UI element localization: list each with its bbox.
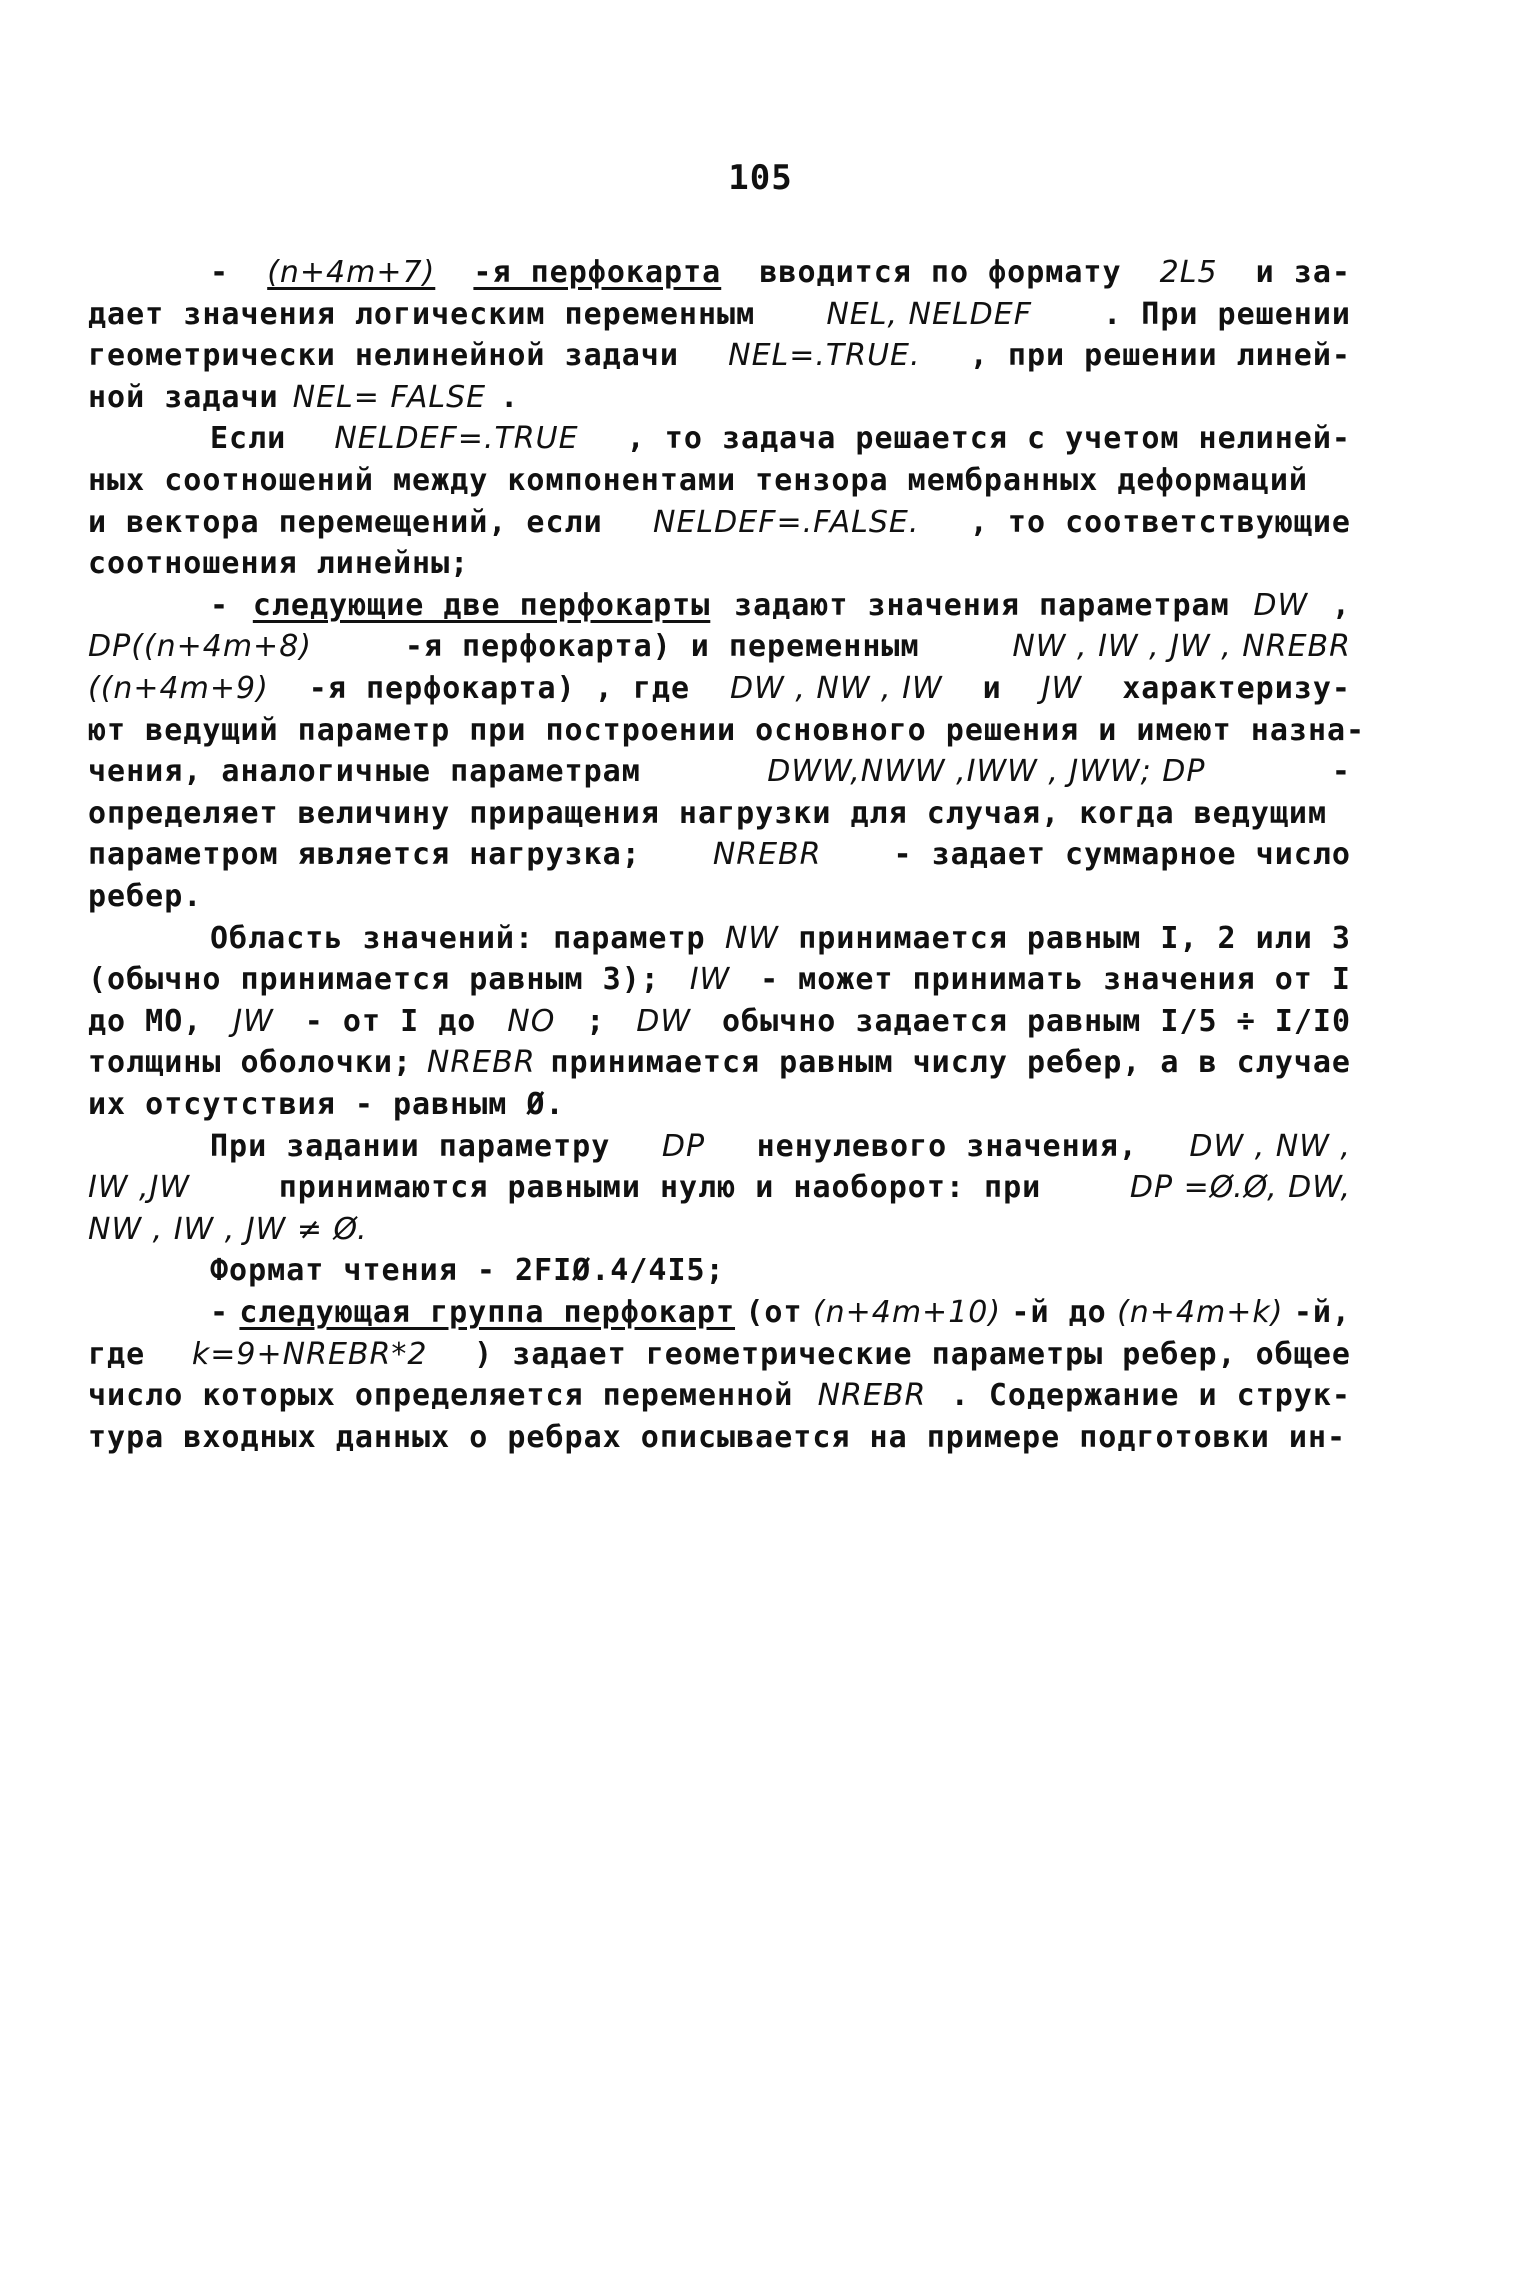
text-line — [210, 588, 1351, 623]
text-line — [88, 463, 1351, 498]
formula-text: k=9+NREBR*2 — [191, 1336, 428, 1372]
text-segment: Если — [210, 421, 287, 457]
text-line — [210, 421, 1351, 456]
formula-text: NREBR — [817, 1378, 927, 1414]
text-segment: и за- — [1255, 255, 1351, 290]
text-line — [88, 962, 1351, 997]
formula-text: NELDEF=.FALSE. — [653, 504, 920, 540]
text-segment: ; — [586, 1003, 606, 1039]
formula-text: NEL=.TRUE. — [728, 338, 921, 374]
text-line — [88, 796, 1351, 831]
text-segment: -я перфокарта) и переменным — [404, 629, 920, 665]
formula-text: NW , IW , JW , NREBR — [1012, 629, 1351, 665]
formula-text: DP — [661, 1128, 706, 1164]
text-line — [88, 297, 1351, 332]
text-segment: - — [210, 255, 230, 290]
text-segment: . Содержание и струк- — [950, 1378, 1351, 1414]
formula-text: (n+4m+10) — [812, 1295, 1002, 1330]
formula-text: JW — [1041, 671, 1083, 706]
text-segment: Формат чтения - 2FIØ.4/4I5; — [210, 1253, 725, 1289]
text-segment: , то задача решается с учетом нелиней- — [626, 421, 1351, 457]
text-line — [88, 1045, 1351, 1080]
text-segment: -й до — [1011, 1295, 1107, 1330]
formula-text: (n+4m+7) — [267, 255, 436, 290]
text-line — [88, 380, 1351, 415]
text-segment: толщины оболочки; — [88, 1045, 413, 1081]
formula-text: DW , NW , IW — [730, 671, 943, 706]
text-segment: геометрически нелинейной задачи — [88, 338, 679, 374]
text-segment: , — [1331, 587, 1351, 623]
text-segment: чения, аналогичные параметрам — [88, 754, 641, 790]
text-line — [88, 1378, 1351, 1413]
text-segment: ной задачи — [88, 379, 279, 415]
text-segment: -й, — [1293, 1295, 1351, 1330]
text-segment: ребер. — [88, 879, 203, 914]
formula-text: DWW,NWW ,IWW , JWW; DP — [767, 754, 1206, 790]
formula-text: NREBR — [426, 1045, 536, 1081]
text-segment: их отсутствия - равным Ø. — [88, 1087, 565, 1122]
text-line — [88, 1087, 1351, 1122]
text-line — [88, 879, 1351, 914]
text-segment: - — [210, 1295, 230, 1330]
formula-text: NW — [724, 920, 779, 956]
text-segment: следующая группа перфокарт — [239, 1295, 736, 1330]
text-line — [88, 1170, 1351, 1205]
formula-text: NW , IW , JW ≠ Ø. — [88, 1211, 368, 1247]
text-line — [210, 1295, 1351, 1330]
text-segment: число которых определяется переменной — [88, 1378, 794, 1414]
text-line — [88, 338, 1351, 373]
formula-text: IW — [689, 962, 731, 998]
formula-text: NEL= FALSE — [292, 379, 487, 415]
text-segment: обычно задается равным I/5 ÷ I/I0 — [721, 1003, 1351, 1039]
text-line — [88, 837, 1351, 872]
text-segment: Область значений: параметр — [210, 920, 706, 956]
text-segment: тура входных данных о ребрах описывается на примере подготовки ин- — [88, 1419, 1347, 1455]
formula-text: (n+4m+k) — [1117, 1295, 1284, 1330]
text-segment: - от I до — [304, 1003, 477, 1039]
text-segment: параметром является нагрузка; — [88, 837, 641, 873]
formula-text: DW , NW , — [1189, 1128, 1351, 1164]
text-segment: соотношения линейны; — [88, 546, 470, 582]
formula-text: DP =Ø.Ø, DW, — [1129, 1170, 1351, 1206]
text-line — [88, 1212, 1351, 1247]
text-line — [88, 546, 1351, 581]
text-segment: - задает суммарное число — [893, 837, 1351, 873]
text-line — [88, 1004, 1351, 1039]
formula-text: JW — [233, 1003, 274, 1039]
text-segment: дает значения логическим переменным — [88, 296, 756, 332]
text-segment: принимаются равными нулю и наоборот: при — [278, 1170, 1042, 1206]
text-line — [88, 629, 1351, 664]
text-line — [88, 505, 1351, 540]
formula-text: ((n+4m+9) — [88, 671, 269, 706]
formula-text: DP((n+4m+8) — [88, 629, 312, 665]
text-segment: ненулевого значения, — [756, 1128, 1138, 1164]
text-line — [210, 1129, 1351, 1164]
text-line — [210, 1253, 1351, 1288]
text-segment: - — [1331, 754, 1351, 790]
text-segment: -я перфокарта) , где — [308, 671, 691, 706]
formula-text: NO — [507, 1003, 556, 1039]
formula-text: 2L5 — [1159, 255, 1218, 290]
text-segment: принимается равным числу ребер, а в случае — [550, 1045, 1351, 1081]
formula-text: DW — [636, 1003, 692, 1039]
text-segment: . — [500, 379, 520, 415]
text-line — [88, 754, 1351, 789]
text-segment: характеризу- — [1122, 671, 1351, 706]
text-line — [210, 921, 1351, 956]
text-segment: , при решении линей- — [969, 338, 1351, 374]
text-segment: . При решении — [1103, 296, 1351, 332]
text-segment: (обычно принимается равным 3); — [88, 962, 660, 998]
text-segment: и вектора перемещений, если — [88, 504, 603, 540]
formula-text: NREBR — [712, 837, 822, 873]
text-segment: определяет величину приращения нагрузки для случая, когда ведущим — [88, 795, 1327, 831]
page-number: 105 — [728, 158, 793, 198]
text-segment: , то соответствующие — [969, 504, 1351, 540]
text-segment: ных соотношений между компонентами тензора мембранных деформаций — [88, 463, 1308, 498]
text-segment: до MO, — [88, 1003, 203, 1039]
text-segment: ют ведущий параметр при построении основного решения и имеют назна- — [88, 712, 1366, 748]
text-segment: следующие две перфокарты — [252, 587, 711, 623]
text-line — [88, 671, 1351, 706]
text-segment: задают значения параметрам — [734, 587, 1230, 623]
text-segment: При задании параметру — [210, 1128, 611, 1164]
text-segment: вводится по формату — [759, 255, 1122, 290]
formula-text: NELDEF=.TRUE — [334, 421, 579, 457]
text-segment: -я перфокарта — [473, 255, 722, 290]
text-segment: где — [88, 1336, 146, 1372]
text-segment: и — [982, 671, 1002, 706]
formula-text: DW — [1253, 587, 1309, 623]
text-segment: (от — [745, 1295, 803, 1330]
text-segment: принимается равным I, 2 или 3 — [798, 920, 1351, 956]
text-segment: - — [210, 587, 230, 623]
text-segment: - может принимать значения от I — [760, 962, 1351, 998]
formula-text: IW ,JW — [88, 1170, 191, 1206]
formula-text: NEL, NELDEF — [826, 296, 1032, 332]
text-line — [88, 1337, 1351, 1372]
text-line — [88, 712, 1366, 748]
text-segment: ) задает геометрические параметры ребер, общее — [474, 1336, 1351, 1372]
text-line — [210, 255, 1351, 290]
text-line — [88, 1420, 1351, 1455]
